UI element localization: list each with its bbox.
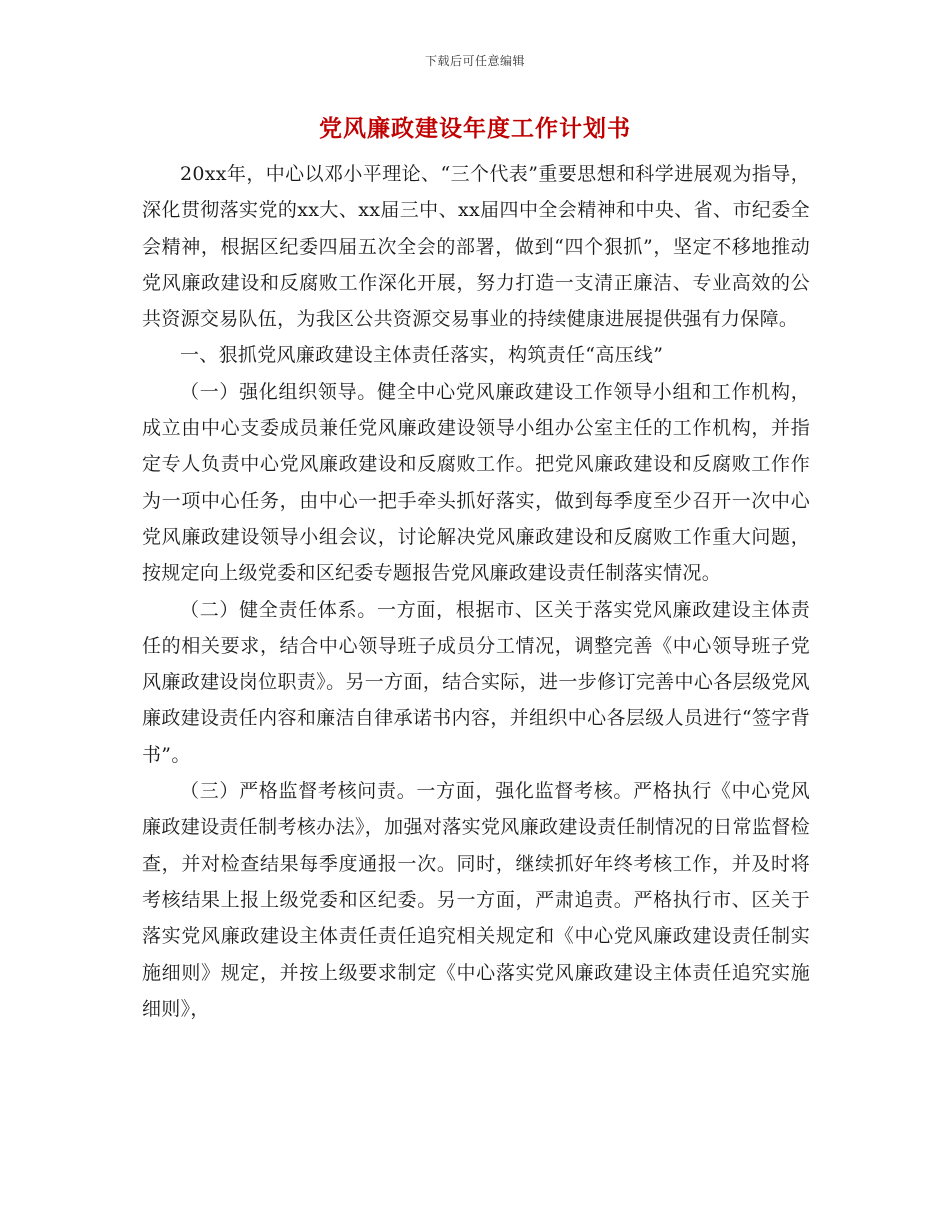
paragraph-supervision-accountability: （三）严格监督考核问责。一方面，强化监督考核。严格执行《中心党风廉政建设责任制考核办法》，加强对落实党风廉政建设责任制情况的日常监督检查，并对检查结果每季度通报一次。同时，继续抓好年终考核工作，并及时将考核结果上报上级党委和区纪委。另一方面，严肃追责。严格执行市、区关于落实党风廉政建设主体责任责任追究相关规定和《中心党风廉政建设责任制实施细则》规定，并按上级要求制定《中心落实党风廉政建设主体责任追究实施细则》， xyxy=(142,780,810,1020)
paragraph-responsibility-system: （二）健全责任体系。一方面，根据市、区关于落实党风廉政建设主体责任的相关要求，结合中心领导班子成员分工情况，调整完善《中心领导班子党风廉政建设岗位职责》。另一方面，结合实际，进一步修订完善中心各层级党风廉政建设责任内容和廉洁自律承诺书内容，并组织中心各层级人员进行“签字背书”。 xyxy=(142,598,810,766)
paragraph-organization-leadership: （一）强化组织领导。健全中心党风廉政建设工作领导小组和工作机构，成立由中心支委成员兼任党风廉政建设领导小组办公室主任的工作机构，并指定专人负责中心党风廉政建设和反腐败工作。把党风廉政建设和反腐败工作作为一项中心任务，由中心一把手牵头抓好落实，做到每季度至少召开一次中心党风廉政建设领导小组会议，讨论解决党风廉政建设和反腐败工作重大问题，按规定向上级党委和区纪委专题报告党风廉政建设责任制落实情况。 xyxy=(142,380,810,585)
document-title: 党风廉政建设年度工作计划书 xyxy=(319,115,631,142)
header-note: 下载后可任意编辑 xyxy=(424,54,525,68)
section-heading-1: 一、狠抓党风廉政建设主体责任落实，构筑责任“高压线” xyxy=(180,344,664,367)
paragraph-intro: 20xx年，中心以邓小平理论、“三个代表”重要思想和科学进展观为指导，深化贯彻落实党的xx大、xx届三中、xx届四中全会精神和中央、省、市纪委全会精神，根据区纪委四届五次全会的部署，做到“四个狠抓”，坚定不移地推动党风廉政建设和反腐败工作深化开展，努力打造一支清正廉洁、专业高效的公共资源交易队伍，为我区公共资源交易事业的持续健康进展提供强有力保障。 xyxy=(142,163,810,331)
document-body xyxy=(142,156,810,1027)
